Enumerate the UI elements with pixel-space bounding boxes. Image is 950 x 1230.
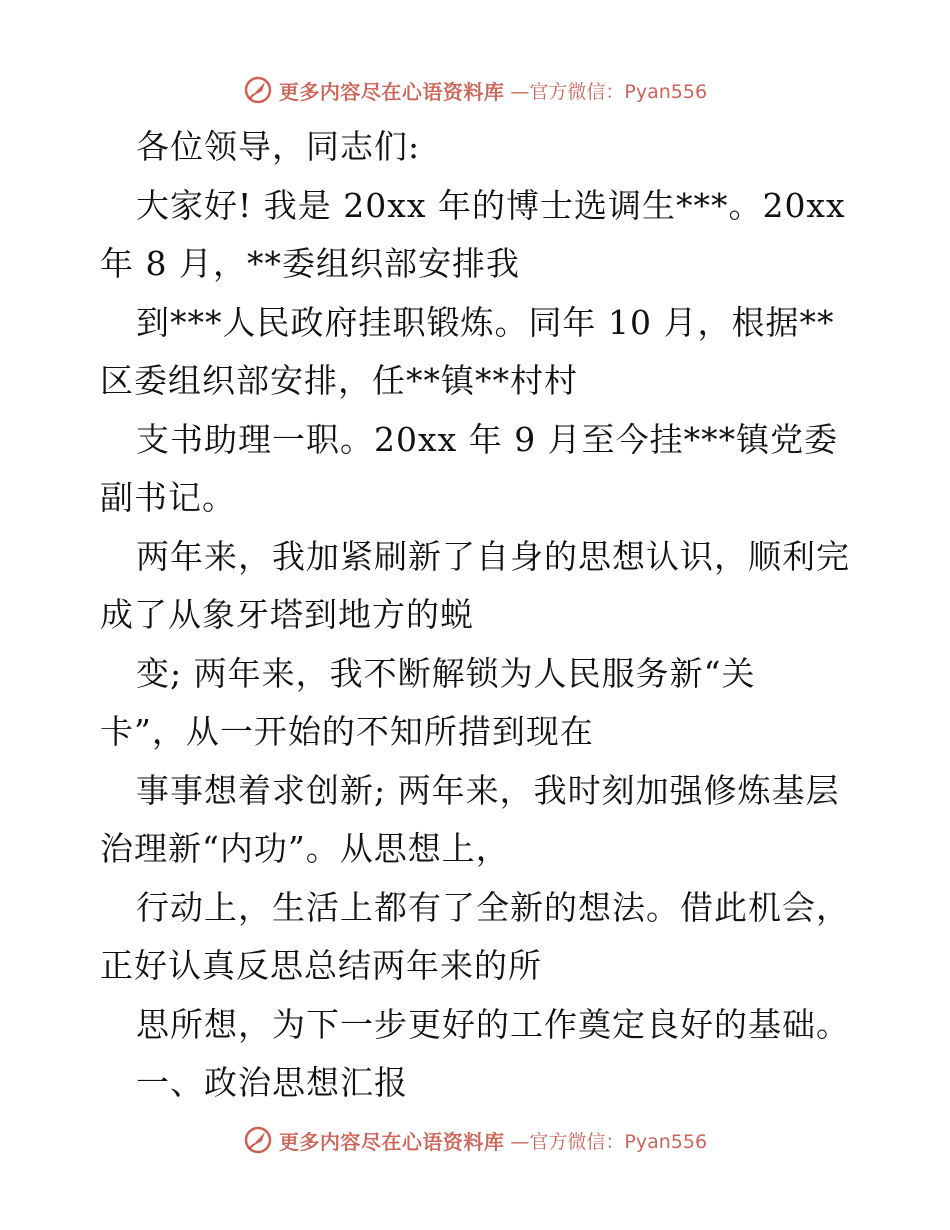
- footer-watermark: [0, 1120, 950, 1160]
- document-body: [100, 118, 860, 1113]
- quill-logo-icon: [243, 75, 273, 105]
- paragraph-line: 正好认真反思总结两年来的所: [100, 946, 542, 985]
- watermark-contact: —官方微信：Pyan556: [510, 80, 708, 103]
- paragraph-line: 副书记。: [100, 478, 236, 517]
- watermark-brand: 更多内容尽在心语资料库: [278, 79, 505, 104]
- salutation-line: 各位领导，同志们:: [136, 127, 421, 166]
- watermark-contact: —官方微信：Pyan556: [510, 1130, 708, 1153]
- paragraph-line: 变; 两年来，我不断解锁为人民服务新“关: [136, 653, 756, 693]
- paragraph-line: 支书助理一职。20xx 年 9 月至今挂***镇党委: [136, 419, 839, 459]
- paragraph-line: 事事想着求创新; 两年来，我时刻加强修炼基层: [136, 770, 840, 810]
- paragraph-line: 区委组织部安排，任**镇**村村: [100, 361, 578, 400]
- paragraph-line: 治理新“内功”。从思想上，: [100, 829, 510, 868]
- header-watermark: [0, 70, 950, 110]
- section-heading: 一、政治思想汇报: [136, 1063, 408, 1102]
- quill-logo-icon: [243, 1125, 273, 1155]
- paragraph-line: 成了从象牙塔到地方的蜕: [100, 595, 474, 634]
- paragraph-line: 到***人民政府挂职锻炼。同年 10 月，根据**: [136, 302, 835, 342]
- paragraph-line: 两年来，我加紧刷新了自身的思想认识，顺利完: [136, 536, 850, 576]
- paragraph-line: 年 8 月，**委组织部安排我: [100, 244, 520, 283]
- paragraph-line: 大家好! 我是 20xx 年的博士选调生***。20xx: [136, 185, 846, 225]
- paragraph-line: 思所想，为下一步更好的工作奠定良好的基础。: [136, 1004, 850, 1044]
- paragraph-line: 行动上，生活上都有了全新的想法。借此机会，: [136, 887, 850, 927]
- watermark-brand: 更多内容尽在心语资料库: [278, 1129, 505, 1154]
- paragraph-line: 卡”，从一开始的不知所措到现在: [100, 712, 594, 751]
